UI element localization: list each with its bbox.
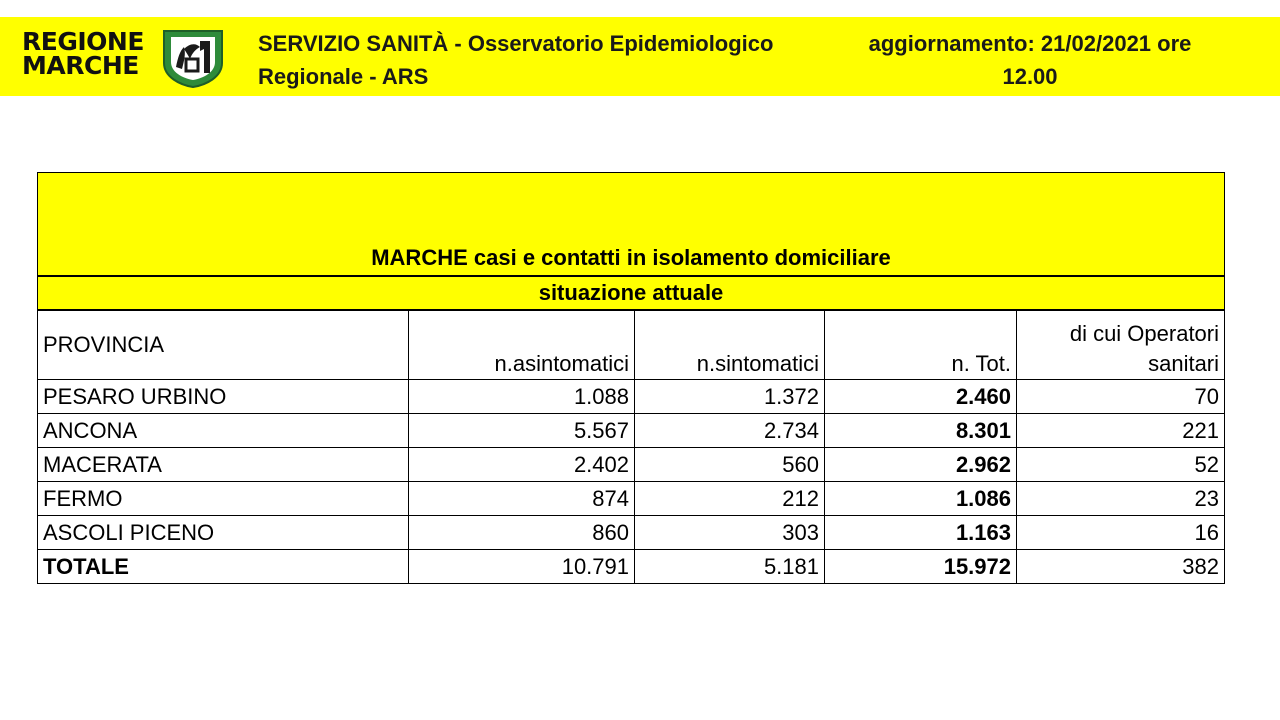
cell-tot: 2.460	[825, 380, 1017, 414]
updated-line-2: 12.00	[1002, 64, 1058, 89]
table-header-row	[38, 310, 1225, 380]
table-row	[38, 448, 1225, 482]
cell-asintomatici: 874	[409, 482, 635, 516]
table-title: MARCHE casi e contatti in isolamento domiciliare	[38, 173, 1225, 277]
cell-provincia: MACERATA	[38, 448, 409, 482]
cell-operatori: 52	[1017, 448, 1225, 482]
table-row	[38, 516, 1225, 550]
cell-sintomatici: 2.734	[635, 414, 825, 448]
regione-marche-emblem-icon	[160, 27, 226, 89]
org-line-2: Regionale - ARS	[258, 64, 429, 89]
cell-provincia: ANCONA	[38, 414, 409, 448]
regione-marche-logo	[22, 27, 144, 80]
cell-total-sintomatici: 5.181	[635, 550, 825, 584]
logo-line-2: MARCHE	[22, 51, 139, 80]
col-header-provincia: PROVINCIA	[38, 310, 409, 380]
col-header-sintomatici: n.sintomatici	[635, 310, 825, 380]
table-row	[38, 482, 1225, 516]
cell-operatori: 70	[1017, 380, 1225, 414]
cell-tot: 1.086	[825, 482, 1017, 516]
table-total-row	[38, 550, 1225, 584]
col-header-asintomatici: n.asintomatici	[409, 310, 635, 380]
cell-sintomatici: 1.372	[635, 380, 825, 414]
cell-total-tot: 15.972	[825, 550, 1017, 584]
cell-provincia: ASCOLI PICENO	[38, 516, 409, 550]
col-header-operatori	[1017, 310, 1225, 380]
organization-title	[258, 27, 818, 93]
cell-operatori: 23	[1017, 482, 1225, 516]
table-subtitle: situazione attuale	[38, 276, 1225, 310]
table-row	[38, 414, 1225, 448]
cell-total-label: TOTALE	[38, 550, 409, 584]
cell-total-operatori: 382	[1017, 550, 1225, 584]
cell-tot: 2.962	[825, 448, 1017, 482]
logo-line-1: REGIONE	[22, 27, 144, 56]
col-header-operatori-line-2: sanitari	[1148, 351, 1220, 376]
isolation-table	[37, 172, 1225, 584]
cell-operatori: 221	[1017, 414, 1225, 448]
cell-asintomatici: 5.567	[409, 414, 635, 448]
org-line-1: SERVIZIO SANITÀ - Osservatorio Epidemiologico	[258, 31, 774, 56]
cell-total-asintomatici: 10.791	[409, 550, 635, 584]
cell-provincia: FERMO	[38, 482, 409, 516]
header-banner	[0, 17, 1280, 96]
table-row	[38, 380, 1225, 414]
col-header-tot: n. Tot.	[825, 310, 1017, 380]
cell-asintomatici: 860	[409, 516, 635, 550]
cell-sintomatici: 560	[635, 448, 825, 482]
updated-line-1: aggiornamento: 21/02/2021 ore	[868, 31, 1192, 56]
cell-sintomatici: 212	[635, 482, 825, 516]
cell-tot: 8.301	[825, 414, 1017, 448]
cell-provincia: PESARO URBINO	[38, 380, 409, 414]
cell-operatori: 16	[1017, 516, 1225, 550]
cell-asintomatici: 1.088	[409, 380, 635, 414]
cell-asintomatici: 2.402	[409, 448, 635, 482]
col-header-operatori-line-1: di cui Operatori	[1069, 321, 1220, 346]
cell-tot: 1.163	[825, 516, 1017, 550]
update-timestamp	[830, 27, 1230, 93]
cell-sintomatici: 303	[635, 516, 825, 550]
